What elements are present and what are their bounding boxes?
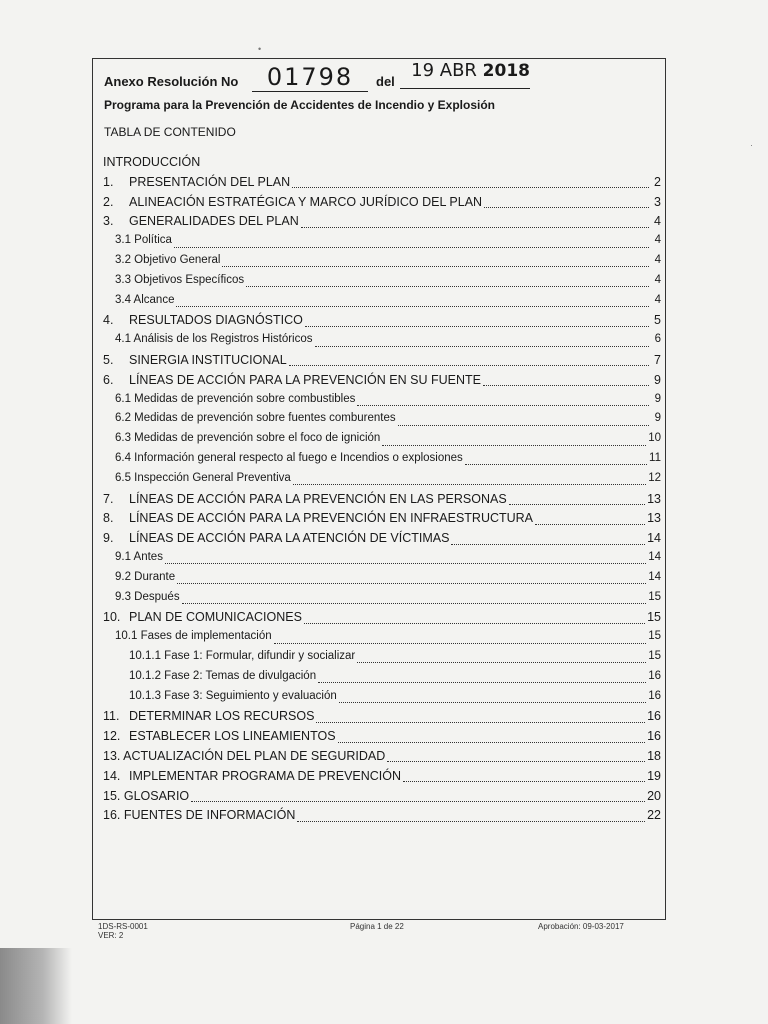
resolution-header xyxy=(104,62,664,98)
toc-entry-title: SINERGIA INSTITUCIONAL xyxy=(129,352,287,367)
toc-entry-number: 6. xyxy=(103,372,114,387)
toc-entry-number: 14. xyxy=(103,768,121,783)
toc-entry-number: 12. xyxy=(103,729,121,744)
toc-entry xyxy=(103,670,661,690)
toc-entry-title: 9.2 Durante xyxy=(115,570,176,583)
toc-entry-title: 9.3 Después xyxy=(115,590,180,603)
toc-entry-title: 16. FUENTES DE INFORMACIÓN xyxy=(103,808,296,823)
toc-entry-number: 7. xyxy=(103,491,114,506)
toc-entry-page: 4 xyxy=(654,214,661,229)
toc-dot-leader xyxy=(182,603,647,604)
toc-entry-page: 14 xyxy=(647,531,661,546)
toc-entry xyxy=(103,690,661,710)
toc-entry-number: 1. xyxy=(103,174,114,189)
toc-entry-page: 14 xyxy=(648,570,661,583)
toc-entry-title: 10.1.1 Fase 1: Formular, difundir y socializar xyxy=(129,649,356,662)
toc-entry-title: RESULTADOS DIAGNÓSTICO xyxy=(129,313,303,328)
toc-entry-title: LÍNEAS DE ACCIÓN PARA LA PREVENCIÓN EN LAS PERSONAS xyxy=(129,491,507,506)
toc-entry-number: 8. xyxy=(103,511,114,526)
toc-entry xyxy=(103,452,661,472)
toc-dot-leader xyxy=(338,742,646,743)
toc-dot-leader xyxy=(403,781,645,782)
toc-entry-page: 15 xyxy=(647,610,661,625)
toc-entry-page: 2 xyxy=(654,174,661,189)
toc-entry xyxy=(103,373,661,393)
toc-entry-page: 7 xyxy=(654,352,661,367)
toc-entry-page: 15 xyxy=(648,649,661,662)
toc-entry xyxy=(103,274,661,294)
toc-dot-leader xyxy=(357,662,646,663)
toc-dot-leader xyxy=(339,702,646,703)
document-version: VER: 2 xyxy=(98,931,124,940)
toc-entry-title: ALINEACIÓN ESTRATÉGICA Y MARCO JURÍDICO DEL PLAN xyxy=(129,194,483,209)
toc-entry xyxy=(103,492,661,512)
resolution-number: 01798 xyxy=(252,63,368,92)
toc-dot-leader xyxy=(305,326,649,327)
toc-dot-leader xyxy=(316,722,645,723)
toc-entry-page: 14 xyxy=(648,550,661,563)
toc-dot-leader xyxy=(315,346,650,347)
toc-dot-leader xyxy=(382,445,646,446)
toc-entry-page: 4 xyxy=(654,273,661,286)
toc-entry-page: 22 xyxy=(647,808,661,823)
toc-entry xyxy=(103,749,661,769)
toc-entry-page: 3 xyxy=(654,194,661,209)
toc-entry-title: 9.1 Antes xyxy=(115,550,163,563)
toc-entry xyxy=(103,313,661,333)
toc-dot-leader xyxy=(398,425,649,426)
footer-page-number: Página 1 de 22 xyxy=(350,922,404,931)
toc-title: TABLA DE CONTENIDO xyxy=(104,125,236,139)
scan-speck: • xyxy=(258,44,262,54)
toc-dot-leader xyxy=(465,464,647,465)
toc-entry-number: 3. xyxy=(103,214,114,229)
toc-entry-number: 10. xyxy=(103,610,121,625)
toc-entry-title: LÍNEAS DE ACCIÓN PARA LA PREVENCIÓN EN INFRAESTRUCTURA xyxy=(129,511,534,526)
toc-entry-page: 10 xyxy=(648,432,661,445)
toc-entry-title: PRESENTACIÓN DEL PLAN xyxy=(129,174,291,189)
toc-entry xyxy=(103,393,661,413)
toc-entry-page: 15 xyxy=(648,590,661,603)
toc-entry-page: 16 xyxy=(648,689,661,702)
toc-entry-page: 9 xyxy=(654,392,661,405)
toc-entry xyxy=(103,789,661,809)
toc-entry-title: LÍNEAS DE ACCIÓN PARA LA PREVENCIÓN EN SU FUENTE xyxy=(129,372,481,387)
toc-dot-leader xyxy=(246,286,649,287)
toc-dot-leader xyxy=(174,247,649,248)
toc-entry xyxy=(103,808,661,828)
resolution-date xyxy=(400,60,530,89)
toc-entry-number: 2. xyxy=(103,194,114,209)
toc-entry-number: 9. xyxy=(103,531,114,546)
date-label: del xyxy=(376,74,395,89)
document-subtitle: Programa para la Prevención de Accidentes de Incendio y Explosión xyxy=(104,98,496,112)
toc-dot-leader xyxy=(484,207,649,208)
toc-dot-leader xyxy=(177,583,646,584)
toc-dot-leader xyxy=(304,623,645,624)
toc-entry xyxy=(103,155,661,175)
toc-entry xyxy=(103,254,661,274)
toc-entry-page: 12 xyxy=(648,471,661,484)
toc-entry-title: DETERMINAR LOS RECURSOS xyxy=(129,709,315,724)
toc-entry xyxy=(103,195,661,215)
toc-entry-title: 6.3 Medidas de prevención sobre el foco de ignición xyxy=(115,432,381,445)
toc-entry-title: 10.1.3 Fase 3: Seguimiento y evaluación xyxy=(129,689,337,702)
toc-entry-page: 6 xyxy=(654,333,661,346)
toc-entry-title: ESTABLECER LOS LINEAMIENTOS xyxy=(129,729,336,744)
scan-shadow xyxy=(0,948,72,1024)
toc-entry-title: LÍNEAS DE ACCIÓN PARA LA ATENCIÓN DE VÍCTIMAS xyxy=(129,531,450,546)
toc-entry-number: 5. xyxy=(103,352,114,367)
toc-dot-leader xyxy=(509,504,645,505)
toc-dot-leader xyxy=(318,682,646,683)
toc-entry xyxy=(103,511,661,531)
footer-code xyxy=(98,922,148,940)
toc-entry-number: 4. xyxy=(103,313,114,328)
toc-dot-leader xyxy=(357,405,649,406)
toc-dot-leader xyxy=(387,761,645,762)
toc-entry xyxy=(103,412,661,432)
toc-entry-title: 10.1.2 Fase 2: Temas de divulgación xyxy=(129,669,317,682)
toc-entry-number: 11. xyxy=(103,709,120,724)
toc-entry xyxy=(103,551,661,571)
toc-entry xyxy=(103,333,661,353)
table-of-contents xyxy=(103,155,661,828)
toc-entry-page: 13 xyxy=(647,511,661,526)
toc-dot-leader xyxy=(292,187,649,188)
toc-entry-title: 3.3 Objetivos Específicos xyxy=(115,273,245,286)
toc-entry-page: 16 xyxy=(647,729,661,744)
toc-entry-page: 18 xyxy=(647,748,661,763)
toc-entry-title: 6.5 Inspección General Preventiva xyxy=(115,471,291,484)
toc-entry xyxy=(103,571,661,591)
toc-entry-title: PLAN DE COMUNICACIONES xyxy=(129,610,302,625)
toc-entry-title: 15. GLOSARIO xyxy=(103,788,190,803)
toc-entry xyxy=(103,769,661,789)
toc-entry-title: 6.1 Medidas de prevención sobre combustibles xyxy=(115,392,356,405)
resolution-label: Anexo Resolución No xyxy=(104,74,239,89)
toc-dot-leader xyxy=(293,484,646,485)
toc-entry-title: 3.4 Alcance xyxy=(115,293,175,306)
toc-entry-page: 16 xyxy=(647,709,661,724)
toc-entry-page: 4 xyxy=(654,253,661,266)
toc-entry-page: 13 xyxy=(647,491,661,506)
resolution-year: 2018 xyxy=(482,61,530,81)
toc-entry-page: 15 xyxy=(648,630,661,643)
toc-dot-leader xyxy=(289,365,649,366)
toc-entry-title: 10.1 Fases de implementación xyxy=(115,630,272,643)
toc-dot-leader xyxy=(297,821,645,822)
toc-entry-title: INTRODUCCIÓN xyxy=(103,155,201,169)
toc-entry-title: 6.2 Medidas de prevención sobre fuentes comburentes xyxy=(115,412,396,425)
toc-entry-page: 16 xyxy=(648,669,661,682)
toc-entry-title: 3.2 Objetivo General xyxy=(115,253,221,266)
toc-dot-leader xyxy=(176,306,649,307)
toc-entry-title: 3.1 Política xyxy=(115,234,172,247)
toc-dot-leader xyxy=(483,385,649,386)
toc-entry-page: 20 xyxy=(647,788,661,803)
toc-entry-page: 5 xyxy=(654,313,661,328)
toc-entry xyxy=(103,729,661,749)
scan-speck: · xyxy=(750,140,753,150)
toc-entry-page: 19 xyxy=(647,768,661,783)
toc-entry-page: 4 xyxy=(654,293,661,306)
toc-entry-title: IMPLEMENTAR PROGRAMA DE PREVENCIÓN xyxy=(129,768,402,783)
toc-dot-leader xyxy=(451,544,645,545)
toc-entry xyxy=(103,630,661,650)
footer-approval: Aprobación: 09-03-2017 xyxy=(538,922,624,931)
toc-entry xyxy=(103,234,661,254)
toc-entry xyxy=(103,610,661,630)
toc-dot-leader xyxy=(191,801,645,802)
toc-entry-page: 9 xyxy=(654,412,661,425)
toc-entry xyxy=(103,175,661,195)
toc-entry xyxy=(103,709,661,729)
resolution-date-day-month: 19 ABR xyxy=(411,60,477,81)
toc-entry xyxy=(103,650,661,670)
toc-dot-leader xyxy=(535,524,645,525)
toc-entry xyxy=(103,591,661,611)
toc-dot-leader xyxy=(274,643,647,644)
toc-entry-title: 13. ACTUALIZACIÓN DEL PLAN DE SEGURIDAD xyxy=(103,748,386,763)
toc-entry xyxy=(103,214,661,234)
toc-entry-page: 11 xyxy=(649,451,661,464)
toc-entry xyxy=(103,432,661,452)
toc-entry xyxy=(103,472,661,492)
toc-entry-title: 6.4 Información general respecto al fuego e Incendios o explosiones xyxy=(115,451,463,464)
toc-entry-title: GENERALIDADES DEL PLAN xyxy=(129,214,299,229)
document-code: 1DS-RS-0001 xyxy=(98,922,148,931)
toc-entry-page: 4 xyxy=(654,234,661,247)
toc-entry-page: 9 xyxy=(654,372,661,387)
toc-entry xyxy=(103,353,661,373)
toc-dot-leader xyxy=(165,563,646,564)
toc-dot-leader xyxy=(222,266,649,267)
toc-dot-leader xyxy=(301,227,649,228)
toc-entry xyxy=(103,294,661,314)
toc-entry-title: 4.1 Análisis de los Registros Históricos xyxy=(115,333,313,346)
toc-entry xyxy=(103,531,661,551)
